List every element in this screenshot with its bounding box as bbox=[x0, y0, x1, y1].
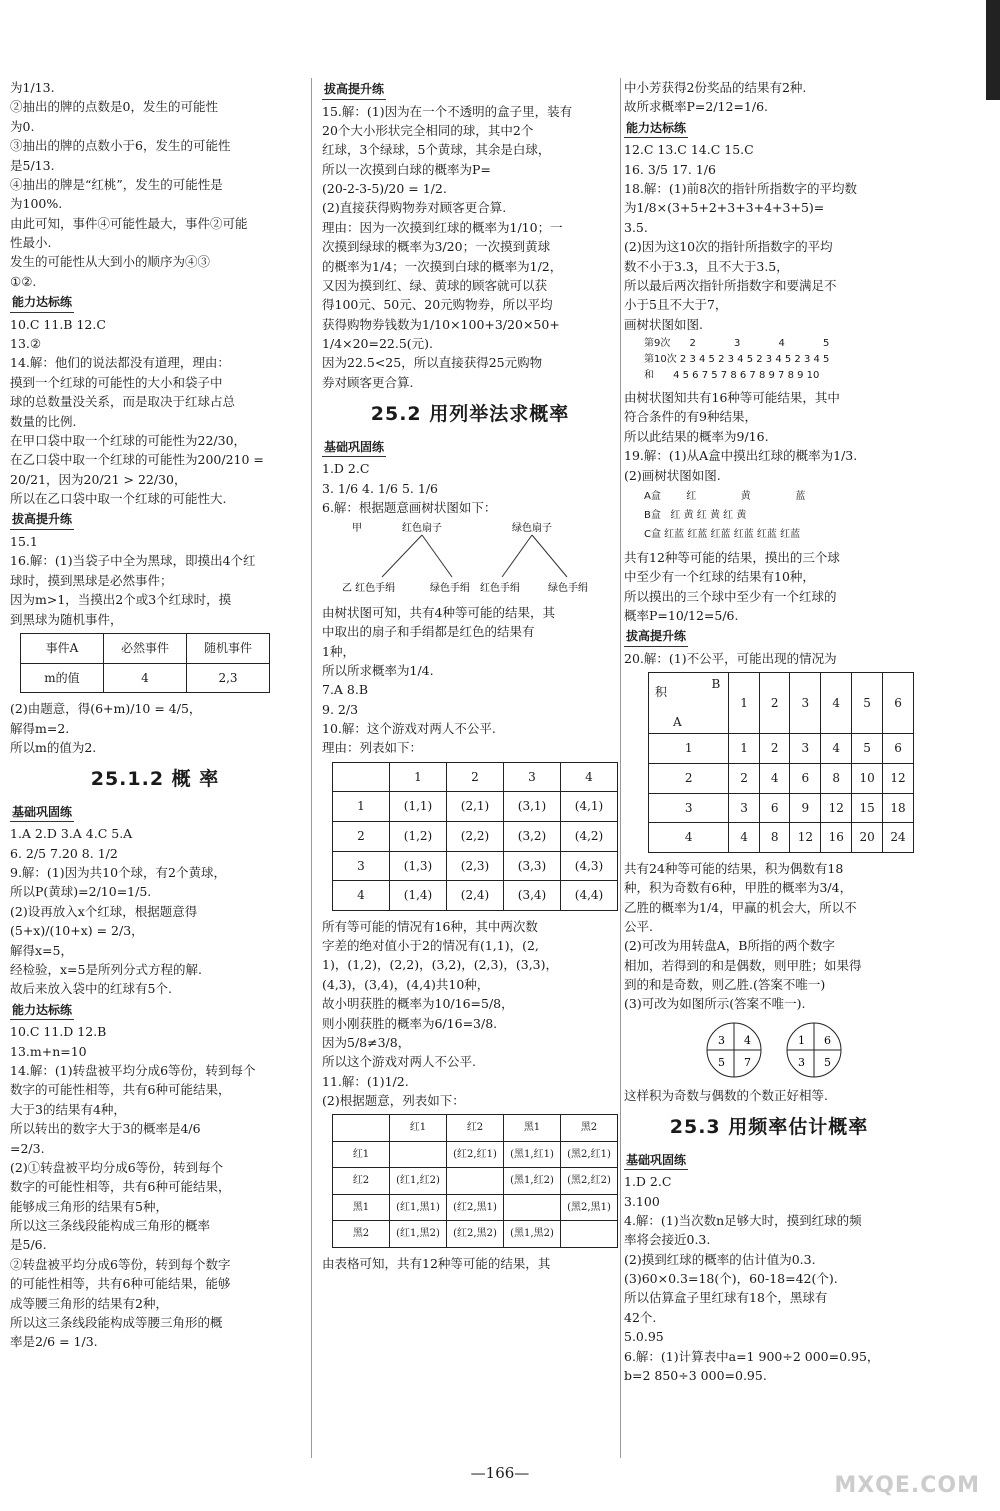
table-cell: 2 bbox=[759, 734, 790, 764]
text-line: 红球，3个绿球，5个黄球，其余是白球， bbox=[322, 142, 551, 158]
text-line: 由表格可知，共有12种等可能的结果，其 bbox=[322, 1255, 551, 1271]
tree-node: 3 bbox=[733, 338, 741, 350]
text-line: 1.D 2.C bbox=[322, 461, 370, 477]
spinner-number: 4 bbox=[744, 1033, 751, 1047]
column-divider bbox=[620, 78, 621, 1458]
tree-leaf: 绿色手绢 bbox=[548, 583, 588, 595]
text-line: 共有24种等可能的结果，积为偶数有18 bbox=[624, 860, 844, 876]
table-cell: 4 bbox=[649, 823, 729, 853]
tree-diagram bbox=[644, 336, 914, 384]
section-heading: 25.2 用列举法求概率 bbox=[370, 403, 570, 426]
text-line: 到的和是奇数，则乙胜.(答案不唯一) bbox=[624, 977, 826, 993]
text-line: 为100%. bbox=[10, 196, 63, 212]
text-line: 乙胜的概率为1/4，甲赢的机会大，所以不 bbox=[624, 899, 857, 915]
column-1 bbox=[10, 78, 300, 1352]
table-header-cell: 红2 bbox=[447, 1115, 504, 1142]
text-line: 所以这三条线段能构成等腰三角形的概 bbox=[10, 1314, 223, 1330]
spinner-number: 1 bbox=[798, 1033, 805, 1047]
text-line: (2)摸到红球的概率的估计值为0.3. bbox=[624, 1251, 816, 1267]
text-line: 13.② bbox=[10, 336, 42, 352]
table-cell: 18 bbox=[883, 793, 914, 823]
table-header-cell: 5 bbox=[852, 673, 883, 734]
scan-edge bbox=[986, 0, 1000, 100]
table-cell: (3,4) bbox=[504, 881, 561, 911]
table-cell: (1,1) bbox=[390, 792, 447, 822]
tree-leaves: 红 黄 红 黄 红 黄 bbox=[670, 509, 747, 521]
text-line: (2)直接获得购物券对顾客更合算. bbox=[322, 200, 507, 216]
table-header-cell: 3 bbox=[790, 673, 821, 734]
watermark: MXQE.COM bbox=[834, 1472, 980, 1498]
table-header-cell: 6 bbox=[883, 673, 914, 734]
text-line: (2)画树状图如图. bbox=[624, 467, 721, 483]
tree-leaves: 红蓝 红蓝 红蓝 红蓝 红蓝 红蓝 bbox=[664, 528, 801, 540]
table-cell: 15 bbox=[852, 793, 883, 823]
text-line: 1.D 2.C bbox=[624, 1174, 672, 1190]
section-heading: 25.3 用频率估计概率 bbox=[669, 1116, 869, 1139]
table-cell: 3 bbox=[333, 851, 390, 881]
table-cell: (黑1,红1) bbox=[504, 1141, 561, 1168]
text-line: 字差的绝对值小于2的情况有(1,1)，(2, bbox=[322, 938, 539, 954]
corner-label: B bbox=[711, 677, 721, 692]
text-line: (3)60×0.3=18(个)，60-18=42(个). bbox=[624, 1271, 838, 1287]
text-line: 故后来放入袋中的红球有5个. bbox=[10, 981, 172, 997]
text-line: 7.A 8.B bbox=[322, 682, 369, 698]
tree-label: 和 bbox=[644, 370, 654, 382]
table-cell: 12 bbox=[883, 764, 914, 794]
text-line: (2)根据题意，列表如下： bbox=[322, 1093, 465, 1109]
text-line: ①②. bbox=[10, 273, 37, 289]
table-cell: (红2,红1) bbox=[447, 1141, 504, 1168]
text-line: (20-2-3-5)/20 = 1/2. bbox=[322, 181, 447, 197]
tree-node: 黄 bbox=[740, 490, 751, 502]
tree-label: 第9次 bbox=[644, 338, 671, 350]
text-line: 由此可知，事件④可能性最大，事件②可能 bbox=[10, 215, 248, 231]
table-cell: (2,3) bbox=[447, 851, 504, 881]
table-cell: 3 bbox=[790, 734, 821, 764]
table-cell: 1 bbox=[649, 734, 729, 764]
table-cell bbox=[504, 1194, 561, 1221]
text-line: 相加，若得到的和是偶数，则甲胜；如果得 bbox=[624, 957, 862, 973]
text-line: 所以转出的数字大于3的概率是4/6 bbox=[10, 1121, 201, 1137]
text-line: 所以一次摸到白球的概率为P= bbox=[322, 161, 491, 177]
text-line: 16. 3/5 17. 1/6 bbox=[624, 161, 716, 177]
text-line: 6.解：根据题意画树状图如下： bbox=[322, 500, 497, 515]
text-line: b=2 850÷3 000=0.95. bbox=[624, 1367, 767, 1383]
table-header-cell: 4 bbox=[821, 673, 852, 734]
text-line: 为1/13. bbox=[10, 80, 55, 95]
table-cell: 1 bbox=[729, 734, 760, 764]
text-line: 所以这三条线段能构成三角形的概率 bbox=[10, 1218, 211, 1233]
table-cell: 黑1 bbox=[333, 1194, 390, 1221]
text-line: 解得x=5， bbox=[10, 942, 73, 958]
text-line: 所以P(黄球)=2/10=1/5. bbox=[10, 884, 152, 900]
text-line: 到黑球为随机事件， bbox=[10, 611, 123, 627]
table-cell: 红1 bbox=[333, 1141, 390, 1168]
text-line: 18.解：(1)前8次的指针所指数字的平均数 bbox=[624, 181, 858, 197]
table-cell: (2,2) bbox=[447, 821, 504, 851]
tree-leaf: 乙 红色手绢 bbox=[342, 583, 396, 595]
text-line: 所以估算盒子里红球有18个，黑球有 bbox=[624, 1290, 828, 1306]
text-line: 由树状图可知，共有4种等可能的结果，其 bbox=[322, 604, 555, 620]
spinner-number: 3 bbox=[718, 1033, 725, 1047]
tree-leaves: 2 3 4 5 2 3 4 5 2 3 4 5 2 3 4 5 bbox=[679, 354, 830, 366]
table-cell: 20 bbox=[852, 823, 883, 853]
table-cell: 2 bbox=[649, 764, 729, 794]
text-line: 在甲口袋中取一个红球的可能性为22/30， bbox=[10, 432, 247, 448]
text-line: 6.解：(1)计算表中a=1 900÷2 000=0.95， bbox=[624, 1348, 880, 1364]
table-cell: (红2,黑2) bbox=[447, 1221, 504, 1248]
text-line: 得100元、50元、20元购物券，所以平均 bbox=[322, 297, 553, 313]
section-label: 拔高提升练 bbox=[10, 510, 74, 530]
text-line: 理由：因为一次摸到红球的概率为1/10；一 bbox=[322, 219, 563, 235]
text-line: 1)，(1,2)，(2,2)，(3,2)，(2,3)，(3,3)， bbox=[322, 957, 558, 973]
table-cell: (黑1,黑2) bbox=[504, 1221, 561, 1248]
text-line: 5.0.95 bbox=[624, 1329, 664, 1345]
table-header-cell bbox=[333, 1115, 390, 1142]
text-line: 10.解：这个游戏对两人不公平. bbox=[322, 721, 496, 736]
text-line: 共有12种等可能的结果，摸出的三个球 bbox=[624, 549, 840, 565]
tree-diagram bbox=[322, 517, 612, 597]
table-cell: (黑2,黑1) bbox=[561, 1194, 618, 1221]
text-line: (5+x)/(10+x) = 2/3， bbox=[10, 923, 144, 939]
table-cell: (1,2) bbox=[390, 821, 447, 851]
text-line: 1.A 2.D 3.A 4.C 5.A bbox=[10, 826, 133, 842]
text-line: 符合条件的有9种结果， bbox=[624, 409, 757, 425]
outcome-table bbox=[332, 762, 618, 911]
table-cell: 必然事件 bbox=[104, 633, 187, 663]
table-cell: (黑2,红1) bbox=[561, 1141, 618, 1168]
table-cell: 2,3 bbox=[187, 663, 270, 693]
section-label: 基础巩固练 bbox=[10, 803, 74, 823]
text-line: 6. 2/5 7.20 8. 1/2 bbox=[10, 845, 118, 861]
table-cell: (红1,黑1) bbox=[390, 1194, 447, 1221]
table-cell: 9 bbox=[790, 793, 821, 823]
section-label: 基础巩固练 bbox=[322, 438, 386, 458]
table-cell: 4 bbox=[729, 823, 760, 853]
text-line: (2)由题意，得(6+m)/10 = 4/5， bbox=[10, 701, 202, 717]
text-line: 所以m的值为2. bbox=[10, 739, 97, 755]
text-line: 摸到一个红球的可能性的大小和袋子中 bbox=[10, 374, 223, 390]
table-cell: 8 bbox=[821, 764, 852, 794]
table-cell bbox=[447, 1168, 504, 1195]
tree-label: C盒 bbox=[644, 528, 661, 540]
text-line: 因为m>1，当摸出2个或3个红球时，摸 bbox=[10, 592, 232, 608]
event-table bbox=[20, 633, 270, 693]
text-line: 发生的可能性从大到小的顺序为④③ bbox=[10, 254, 211, 270]
table-header-cell: 1 bbox=[390, 762, 447, 792]
tree-label: A盒 bbox=[644, 490, 661, 502]
table-header-cell: 黑2 bbox=[561, 1115, 618, 1142]
spinner-figure bbox=[704, 1020, 914, 1080]
text-line: 因为22.5<25，所以直接获得25元购物 bbox=[322, 355, 543, 371]
table-cell: 4 bbox=[333, 881, 390, 911]
page-number: —166— bbox=[470, 1464, 530, 1482]
text-line: 能够成三角形的结果有5种， bbox=[10, 1198, 168, 1214]
text-line: 获得购物券钱数为1/10×100+3/20×50+ bbox=[322, 316, 560, 332]
text-line: 中至少有一个红球的结果有10种， bbox=[624, 569, 815, 585]
text-line: 3. 1/6 4. 1/6 5. 1/6 bbox=[322, 480, 438, 496]
text-line: 率是2/6 = 1/3. bbox=[10, 1334, 98, 1350]
text-line: 理由：列表如下： bbox=[322, 740, 423, 756]
text-line: 所以所求概率为1/4. bbox=[322, 662, 434, 678]
section-label: 能力达标练 bbox=[10, 1001, 74, 1021]
spinner-number: 3 bbox=[798, 1055, 805, 1069]
text-line: ③抽出的牌的点数小于6，发生的可能性 bbox=[10, 138, 231, 154]
text-line: 10.C 11.B 12.C bbox=[10, 316, 106, 332]
table-cell: 12 bbox=[821, 793, 852, 823]
text-line: 数字的可能性相等，共有6种可能结果， bbox=[10, 1179, 231, 1195]
text-line: 故所求概率P=2/12=1/6. bbox=[624, 99, 769, 115]
text-line: 是5/13. bbox=[10, 157, 55, 173]
text-line: 19.解：(1)从A盒中摸出红球的概率为1/3. bbox=[624, 448, 858, 464]
text-line: 是5/6. bbox=[10, 1237, 47, 1253]
text-line: 16.解：(1)当袋子中全为黑球，即摸出4个红 bbox=[10, 553, 256, 569]
table-cell: (红2,黑1) bbox=[447, 1194, 504, 1221]
text-line: 球的总数量没关系，而是取决于红球占总 bbox=[10, 394, 236, 410]
text-line: (2)因为这10次的指针所指数字的平均 bbox=[624, 239, 833, 255]
text-line: 所有等可能的情况有16种，其中两次数 bbox=[322, 918, 538, 934]
spinner-number: 5 bbox=[718, 1055, 725, 1069]
table-header-cell: 4 bbox=[561, 762, 618, 792]
text-line: 的概率为1/4；一次摸到白球的概率为1/2， bbox=[322, 258, 563, 274]
text-line: 小于5且不大于7， bbox=[624, 297, 728, 313]
text-line: 9.解：(1)因为共10个球，有2个黄球， bbox=[10, 865, 226, 881]
text-line: 次摸到绿球的概率为3/20；一次摸到黄球 bbox=[322, 239, 551, 255]
table-cell: 5 bbox=[852, 734, 883, 764]
column-divider bbox=[311, 78, 312, 1458]
table-header-cell: 黑1 bbox=[504, 1115, 561, 1142]
text-line: 性最小. bbox=[10, 235, 52, 250]
text-line: 大于3的结果有4种， bbox=[10, 1101, 126, 1117]
text-line: 因为5/8≠3/8， bbox=[322, 1034, 411, 1050]
outcome-table bbox=[332, 1114, 618, 1248]
text-line: 10.C 11.D 12.B bbox=[10, 1024, 107, 1040]
tree-node: 红 bbox=[686, 490, 697, 502]
tree-label: 第10次 bbox=[644, 354, 677, 366]
table-cell: 2 bbox=[729, 764, 760, 794]
table-cell: (黑2,红2) bbox=[561, 1168, 618, 1195]
text-line: (2)可改为用转盘A，B所指的两个数字 bbox=[624, 938, 835, 954]
table-cell: 6 bbox=[883, 734, 914, 764]
table-cell: (2,4) bbox=[447, 881, 504, 911]
table-cell: (红1,红2) bbox=[390, 1168, 447, 1195]
table-cell: (4,3) bbox=[561, 851, 618, 881]
text-line: 数量的比例. bbox=[10, 413, 77, 429]
text-line: 的可能性相等，共有6种可能结果，能够 bbox=[10, 1276, 231, 1292]
tree-node: 蓝 bbox=[795, 490, 806, 502]
tree-leaf: 绿色手绢 bbox=[430, 583, 470, 595]
text-line: 15.解：(1)因为在一个不透明的盒子里，装有 bbox=[322, 103, 573, 119]
table-header-cell: 3 bbox=[504, 762, 561, 792]
table-cell: 6 bbox=[759, 793, 790, 823]
table-header-cell bbox=[333, 762, 390, 792]
table-cell bbox=[561, 1221, 618, 1248]
text-line: 中小芳获得2份奖品的结果有2种. bbox=[624, 80, 807, 95]
text-line: 20个大小形状完全相同的球，其中2个 bbox=[322, 122, 534, 138]
section-label: 拔高提升练 bbox=[624, 627, 688, 647]
section-label: 能力达标练 bbox=[10, 293, 74, 313]
text-line: ②抽出的牌的点数是0，发生的可能性 bbox=[10, 99, 218, 115]
table-header-cell: 2 bbox=[759, 673, 790, 734]
text-line: 数字的可能性相等，共有6种可能结果， bbox=[10, 1082, 231, 1098]
text-line: 公平. bbox=[624, 918, 653, 934]
table-cell: 黑2 bbox=[333, 1221, 390, 1248]
text-line: 15.1 bbox=[10, 534, 38, 550]
table-cell: 12 bbox=[790, 823, 821, 853]
text-line: 20/21，因为20/21 > 22/30， bbox=[10, 471, 187, 487]
table-cell: 4 bbox=[759, 764, 790, 794]
table-cell: (3,2) bbox=[504, 821, 561, 851]
spinner-number: 5 bbox=[824, 1055, 831, 1069]
table-cell: 4 bbox=[104, 663, 187, 693]
text-line: 则小刚获胜的概率为6/16=3/8. bbox=[322, 1015, 498, 1031]
text-line: 券对顾客更合算. bbox=[322, 374, 414, 390]
tree-node: 红色扇子 bbox=[402, 523, 442, 535]
table-cell: (4,4) bbox=[561, 881, 618, 911]
table-cell: 1 bbox=[333, 792, 390, 822]
table-cell: 6 bbox=[790, 764, 821, 794]
text-line: 球时，摸到黑球是必然事件； bbox=[10, 572, 173, 588]
text-line: 中取出的扇子和手绢都是红色的结果有 bbox=[322, 624, 535, 640]
text-line: 所以在乙口袋中取一个红球的可能性大. bbox=[10, 491, 227, 507]
text-line: 1种， bbox=[322, 643, 355, 659]
text-line: (4,3)，(3,4)，(4,4)共10种， bbox=[322, 976, 490, 992]
spinner-number: 6 bbox=[824, 1033, 831, 1047]
table-cell: 4 bbox=[821, 734, 852, 764]
table-cell: (2,1) bbox=[447, 792, 504, 822]
text-line: =2/3. bbox=[10, 1140, 45, 1156]
text-line: 14.解：他们的说法都没有道理，理由： bbox=[10, 355, 230, 371]
table-cell: (4,1) bbox=[561, 792, 618, 822]
text-line: 为0. bbox=[10, 118, 35, 134]
text-line: 11.解：(1)1/2. bbox=[322, 1073, 409, 1089]
product-table bbox=[648, 672, 914, 852]
text-line: 这样积为奇数与偶数的个数正好相等. bbox=[624, 1087, 828, 1103]
text-line: (2)设再放入x个红球，根据题意得 bbox=[10, 903, 198, 919]
table-cell: 24 bbox=[883, 823, 914, 853]
table-cell: (4,2) bbox=[561, 821, 618, 851]
text-line: 4.解：(1)当次数n足够大时，摸到红球的频 bbox=[624, 1212, 862, 1228]
text-line: (2)①转盘被平均分成6等份，转到每个 bbox=[10, 1159, 224, 1175]
table-cell bbox=[390, 1141, 447, 1168]
table-header-cell: 红1 bbox=[390, 1115, 447, 1142]
tree-node: 甲 bbox=[352, 523, 362, 535]
text-line: 12.C 13.C 14.C 15.C bbox=[624, 142, 754, 158]
text-line: ②转盘被平均分成6等份，转到每个数字 bbox=[10, 1256, 231, 1272]
table-cell: (黑1,红2) bbox=[504, 1168, 561, 1195]
section-heading: 25.1.2 概 率 bbox=[90, 768, 220, 791]
text-line: 概率P=10/12=5/6. bbox=[624, 608, 739, 624]
table-cell: (1,4) bbox=[390, 881, 447, 911]
text-line: 所以这个游戏对两人不公平. bbox=[322, 1054, 476, 1070]
text-line: 14.解：(1)转盘被平均分成6等份，转到每个 bbox=[10, 1063, 256, 1078]
text-line: 由树状图知共有16种等可能结果，其中 bbox=[624, 390, 840, 406]
text-line: 数不小于3.3，且不大于3.5， bbox=[624, 258, 789, 274]
table-cell: 随机事件 bbox=[187, 633, 270, 663]
section-label: 基础巩固练 bbox=[624, 1151, 688, 1171]
tree-diagram bbox=[644, 487, 914, 544]
tree-node: 2 bbox=[689, 338, 696, 350]
spinner-number: 7 bbox=[744, 1055, 751, 1069]
tree-node: 绿色扇子 bbox=[512, 523, 552, 535]
table-header-cell: 2 bbox=[447, 762, 504, 792]
text-line: 3.5. bbox=[624, 219, 648, 235]
tree-leaf: 红色手绢 bbox=[480, 583, 520, 595]
table-cell: (1,3) bbox=[390, 851, 447, 881]
text-line: 为1/8×(3+5+2+3+3+4+3+5)= bbox=[624, 200, 825, 216]
text-line: 所以摸出的三个球中至少有一个红球的 bbox=[624, 588, 837, 604]
text-line: 3.100 bbox=[624, 1193, 660, 1209]
text-line: 42个. bbox=[624, 1309, 657, 1325]
section-label: 拔高提升练 bbox=[322, 80, 386, 100]
table-cell: (红1,黑2) bbox=[390, 1221, 447, 1248]
table-cell: (3,1) bbox=[504, 792, 561, 822]
text-line: 故小明获胜的概率为10/16=5/8， bbox=[322, 996, 514, 1012]
text-line: ④抽出的牌是“红桃”，发生的可能性是 bbox=[10, 176, 223, 192]
table-cell: 3 bbox=[649, 793, 729, 823]
text-line: 1/4×20=22.5(元). bbox=[322, 336, 434, 352]
text-line: 经检验，x=5是所列分式方程的解. bbox=[10, 961, 202, 977]
text-line: 20.解：(1)不公平，可能出现的情况为 bbox=[624, 651, 837, 667]
tree-node: 4 bbox=[778, 338, 785, 350]
text-line: 解得m=2. bbox=[10, 720, 70, 736]
text-line: 种，积为奇数有6种，甲胜的概率为3/4， bbox=[624, 880, 853, 896]
tree-node: 5 bbox=[823, 338, 830, 350]
table-header-cell: 1 bbox=[729, 673, 760, 734]
table-cell: 16 bbox=[821, 823, 852, 853]
text-line: 率将会接近0.3. bbox=[624, 1232, 711, 1248]
tree-label: B盒 bbox=[644, 509, 661, 521]
text-line: 成等腰三角形的结果有2种， bbox=[10, 1295, 168, 1311]
corner-label: 积 bbox=[655, 685, 668, 700]
table-cell: 3 bbox=[729, 793, 760, 823]
table-cell: (3,3) bbox=[504, 851, 561, 881]
table-cell: 10 bbox=[852, 764, 883, 794]
spinner-b bbox=[784, 1020, 844, 1080]
text-line: 所以此结果的概率为9/16. bbox=[624, 428, 769, 444]
text-line: 又因为摸到红、绿、黄球的顾客就可以获 bbox=[322, 277, 548, 293]
table-cell: m的值 bbox=[21, 663, 104, 693]
text-line: (3)可改为如图所示(答案不唯一). bbox=[624, 996, 806, 1012]
corner-label: A bbox=[673, 714, 682, 729]
text-line: 画树状图如图. bbox=[624, 316, 703, 332]
column-2 bbox=[322, 78, 618, 1273]
table-cell: 事件A bbox=[21, 633, 104, 663]
spinner-a bbox=[704, 1020, 764, 1080]
table-cell: 红2 bbox=[333, 1168, 390, 1195]
text-line: 13.m+n=10 bbox=[10, 1043, 87, 1059]
table-cell: 2 bbox=[333, 821, 390, 851]
corner-cell bbox=[649, 673, 729, 734]
tree-sums: 4 5 6 7 5 7 8 6 7 8 9 7 8 9 10 bbox=[673, 370, 820, 382]
text-line: 在乙口袋中取一个红球的可能性为200/210 = bbox=[10, 452, 264, 468]
section-label: 能力达标练 bbox=[624, 119, 688, 139]
text-line: 所以最后两次指针所指数字和要满足不 bbox=[624, 277, 837, 293]
table-cell: 8 bbox=[759, 823, 790, 853]
column-3 bbox=[624, 78, 914, 1385]
text-line: 9. 2/3 bbox=[322, 701, 359, 717]
